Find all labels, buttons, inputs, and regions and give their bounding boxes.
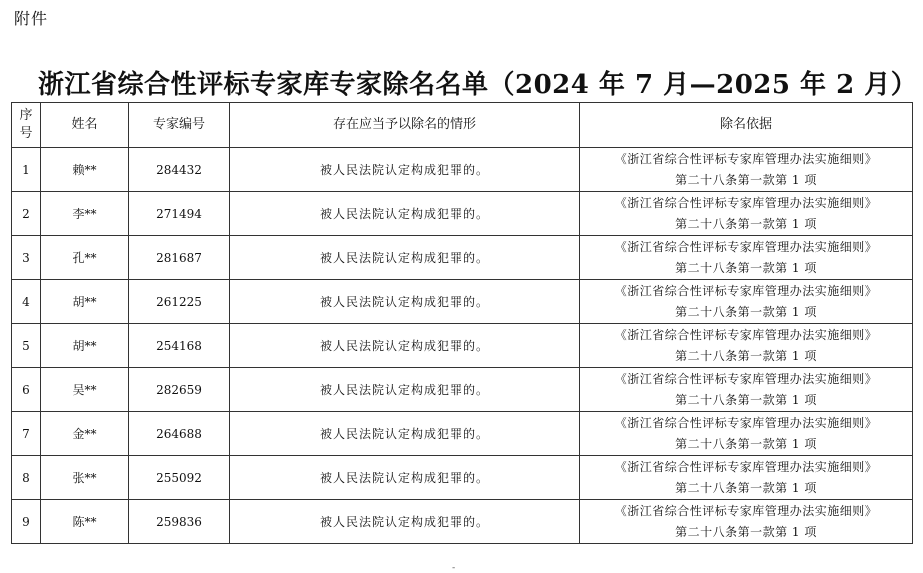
table-row <box>12 412 913 456</box>
header-index <box>12 103 41 148</box>
table-header-row <box>12 103 913 148</box>
table-row <box>12 324 913 368</box>
table-row <box>12 280 913 324</box>
basis-article-line: 第二十八条第一款第 1 项 <box>675 304 817 319</box>
row-index-cell: 5 <box>12 324 41 368</box>
row-index-cell: 8 <box>12 456 41 500</box>
basis-regulation-line: 《浙江省综合性评标专家库管理办法实施细则》 <box>614 327 878 342</box>
row-index-cell: 7 <box>12 412 41 456</box>
row-index-cell: 6 <box>12 368 41 412</box>
expert-code-cell: 259836 <box>129 500 230 544</box>
expert-name-cell: 胡** <box>41 280 129 324</box>
basis-article-line: 第二十八条第一款第 1 项 <box>675 172 817 187</box>
basis-regulation-line: 《浙江省综合性评标专家库管理办法实施细则》 <box>614 415 878 430</box>
expert-name-cell: 陈** <box>41 500 129 544</box>
basis-regulation-line: 《浙江省综合性评标专家库管理办法实施细则》 <box>614 283 878 298</box>
expert-name-cell: 李** <box>41 192 129 236</box>
basis-regulation-line: 《浙江省综合性评标专家库管理办法实施细则》 <box>614 459 878 474</box>
expert-name-cell: 张** <box>41 456 129 500</box>
expert-name-cell: 吴** <box>41 368 129 412</box>
basis-article-line: 第二十八条第一款第 1 项 <box>675 348 817 363</box>
basis-article-line: 第二十八条第一款第 1 项 <box>675 216 817 231</box>
header-index-line2: 号 <box>19 126 33 141</box>
basis-article-line: 第二十八条第一款第 1 项 <box>675 392 817 407</box>
row-index-cell: 9 <box>12 500 41 544</box>
removal-reason-cell: 被人民法院认定构成犯罪的。 <box>230 324 580 368</box>
basis-article-line: 第二十八条第一款第 1 项 <box>675 436 817 451</box>
removal-basis-cell <box>580 500 913 544</box>
basis-article-line: 第二十八条第一款第 1 项 <box>675 480 817 495</box>
expert-code-cell: 281687 <box>129 236 230 280</box>
table-row <box>12 236 913 280</box>
removal-reason-cell: 被人民法院认定构成犯罪的。 <box>230 456 580 500</box>
attachment-label: 附件 <box>14 9 49 28</box>
basis-article-line: 第二十八条第一款第 1 项 <box>675 260 817 275</box>
expert-code-cell: 261225 <box>129 280 230 324</box>
row-index-cell: 3 <box>12 236 41 280</box>
table-row <box>12 368 913 412</box>
basis-regulation-line: 《浙江省综合性评标专家库管理办法实施细则》 <box>614 371 878 386</box>
header-basis: 除名依据 <box>580 103 913 148</box>
basis-regulation-line: 《浙江省综合性评标专家库管理办法实施细则》 <box>614 195 878 210</box>
expert-code-cell: 282659 <box>129 368 230 412</box>
table-row <box>12 456 913 500</box>
table-row <box>12 500 913 544</box>
removal-basis-cell <box>580 412 913 456</box>
basis-regulation-line: 《浙江省综合性评标专家库管理办法实施细则》 <box>614 503 878 518</box>
header-code: 专家编号 <box>129 103 230 148</box>
removal-reason-cell: 被人民法院认定构成犯罪的。 <box>230 412 580 456</box>
expert-name-cell: 胡** <box>41 324 129 368</box>
removal-reason-cell: 被人民法院认定构成犯罪的。 <box>230 148 580 192</box>
removal-basis-cell <box>580 192 913 236</box>
expert-name-cell: 金** <box>41 412 129 456</box>
table-row <box>12 192 913 236</box>
removal-reason-cell: 被人民法院认定构成犯罪的。 <box>230 368 580 412</box>
row-index-cell: 4 <box>12 280 41 324</box>
removal-reason-cell: 被人民法院认定构成犯罪的。 <box>230 500 580 544</box>
removal-basis-cell <box>580 368 913 412</box>
header-index-line1: 序 <box>19 108 33 123</box>
expert-code-cell: 284432 <box>129 148 230 192</box>
header-reason: 存在应当予以除名的情形 <box>230 103 580 148</box>
row-index-cell: 1 <box>12 148 41 192</box>
removal-reason-cell: 被人民法院认定构成犯罪的。 <box>230 192 580 236</box>
removal-basis-cell <box>580 324 913 368</box>
document-title: 浙江省综合性评标专家库专家除名名单（2024 年 7 月—2025 年 2 月） <box>38 70 918 100</box>
row-index-cell: 2 <box>12 192 41 236</box>
expert-code-cell: 271494 <box>129 192 230 236</box>
expert-code-cell: 264688 <box>129 412 230 456</box>
removal-reason-cell: 被人民法院认定构成犯罪的。 <box>230 236 580 280</box>
removal-basis-cell <box>580 280 913 324</box>
basis-article-line: 第二十八条第一款第 1 项 <box>675 524 817 539</box>
removal-basis-cell <box>580 148 913 192</box>
expert-name-cell: 孔** <box>41 236 129 280</box>
page-mark: - <box>452 563 456 573</box>
removal-basis-cell <box>580 236 913 280</box>
basis-regulation-line: 《浙江省综合性评标专家库管理办法实施细则》 <box>614 151 878 166</box>
expert-name-cell: 赖** <box>41 148 129 192</box>
table-body <box>12 148 913 544</box>
expert-code-cell: 254168 <box>129 324 230 368</box>
table-row <box>12 148 913 192</box>
removal-basis-cell <box>580 456 913 500</box>
header-name: 姓名 <box>41 103 129 148</box>
removal-reason-cell: 被人民法院认定构成犯罪的。 <box>230 280 580 324</box>
expert-code-cell: 255092 <box>129 456 230 500</box>
expert-removal-table <box>11 102 913 544</box>
basis-regulation-line: 《浙江省综合性评标专家库管理办法实施细则》 <box>614 239 878 254</box>
